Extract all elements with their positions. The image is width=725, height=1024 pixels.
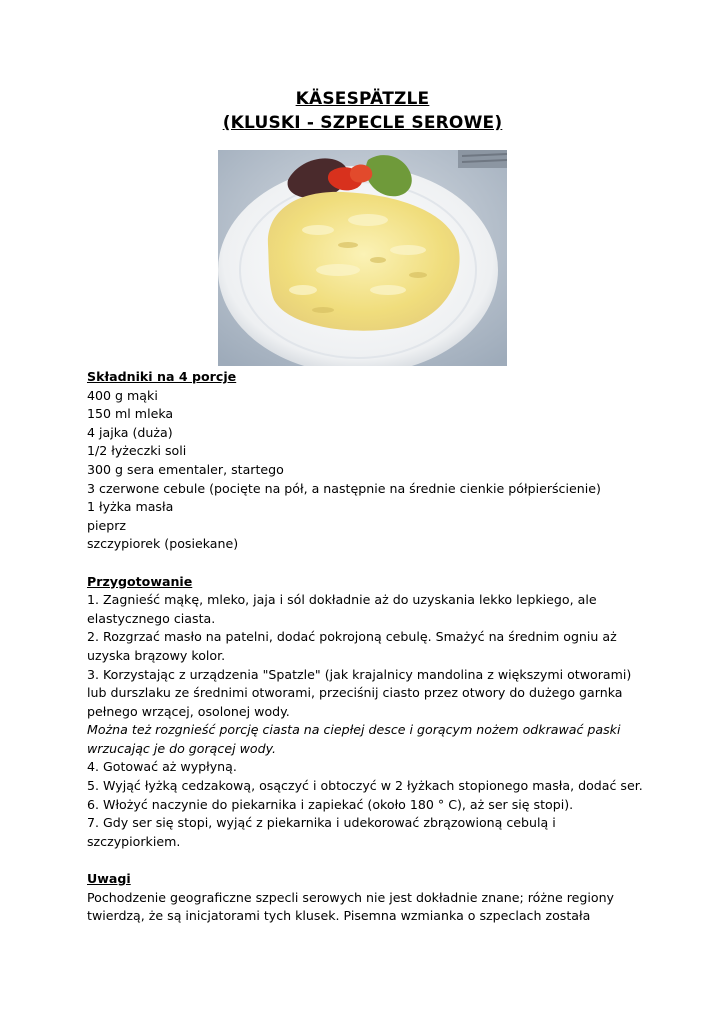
ingredient-item: 300 g sera ementaler, startego <box>87 461 284 477</box>
preparation-line: elastycznego ciasta. <box>87 610 216 626</box>
ingredient-item: 1/2 łyżeczki soli <box>87 443 187 459</box>
recipe-title: KÄSESPÄTZLE <box>295 89 430 109</box>
preparation-line: 2. Rozgrzać masło na patelni, dodać pokrojoną cebulę. Smażyć na średnim ogniu aż <box>87 629 617 645</box>
ingredient-item: szczypiorek (posiekane) <box>87 536 239 552</box>
preparation-line: uzyska brązowy kolor. <box>87 647 226 663</box>
recipe-body <box>87 368 707 926</box>
ingredient-item: 3 czerwone cebule (pocięte na pół, a następnie na średnie cienkie półpierścienie) <box>87 480 601 496</box>
ingredient-item: 4 jajka (duża) <box>87 424 173 440</box>
recipe-subtitle: (KLUSKI - SZPECLE SEROWE) <box>222 113 503 133</box>
preparation-line: 6. Włożyć naczynie do piekarnika i zapiekać (około 180 ° C), aż ser się stopi). <box>87 796 574 812</box>
preparation-tip: Można też rozgnieść porcję ciasta na ciepłej desce i gorącym nożem odkrawać paski <box>87 722 621 738</box>
ingredients-heading: Składniki na 4 porcje <box>87 369 237 384</box>
dish-photo <box>218 150 507 366</box>
notes-line: twierdzą, że są inicjatorami tych klusek. Pisemna wzmianka o szpeclach została <box>87 908 591 924</box>
ingredient-item: pieprz <box>87 517 127 533</box>
ingredient-item: 400 g mąki <box>87 387 158 403</box>
preparation-line: 5. Wyjąć łyżką cedzakową, osączyć i obtoczyć w 2 łyżkach stopionego masła, dodać ser. <box>87 778 643 794</box>
preparation-line: lub durszlaku ze średnimi otworami, przeciśnij ciasto przez otwory do dużego garnka <box>87 685 623 701</box>
preparation-line: 1. Zagnieść mąkę, mleko, jaja i sól dokładnie aż do uzyskania lekko lepkiego, ale <box>87 592 597 608</box>
preparation-tip: wrzucając je do gorącej wody. <box>87 740 277 756</box>
notes-line: Pochodzenie geograficzne szpecli serowych nie jest dokładnie znane; różne regiony <box>87 889 615 905</box>
preparation-heading: Przygotowanie <box>87 573 193 589</box>
preparation-line: szczypiorkiem. <box>87 833 181 849</box>
preparation-line: pełnego wrzącej, osolonej wody. <box>87 703 290 719</box>
preparation-line: 7. Gdy ser się stopi, wyjąć z piekarnika i udekorować zbrązowioną cebulą i <box>87 815 556 831</box>
ingredient-item: 1 łyżka masła <box>87 499 174 515</box>
preparation-line: 3. Korzystając z urządzenia "Spatzle" (jak krajalnicy mandolina z większymi otworami) <box>87 666 632 682</box>
preparation-line: 4. Gotować aż wypłyną. <box>87 759 237 775</box>
notes-heading: Uwagi <box>87 871 131 887</box>
ingredient-item: 150 ml mleka <box>87 406 174 422</box>
